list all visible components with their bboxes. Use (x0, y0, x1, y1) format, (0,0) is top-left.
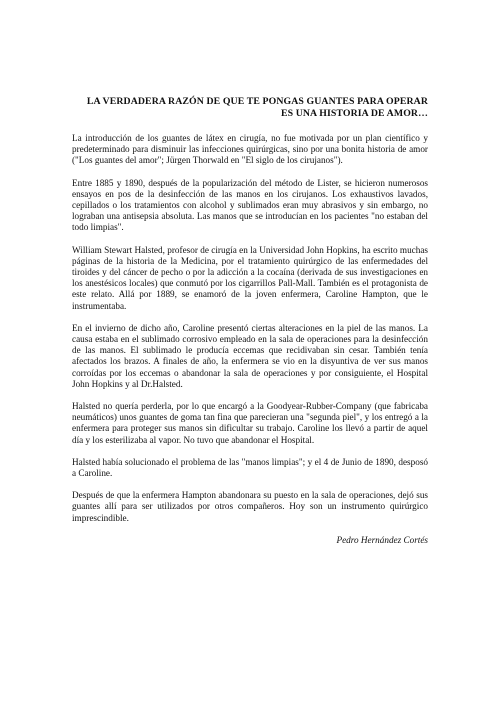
paragraph-caroline: En el invierno de dicho año, Caroline presentó ciertas alteraciones en la piel de las manos. La causa estaba en el sublimado corrosivo empleado en la sala de operaciones para la desinfección de las manos. El sublimado le producía eccemas que recidivaban sin cesar. También tenía afectados los brazos. A finales de año, la enfermera se vio en la disyuntiva de ver sus manos corroídas por los eccemas o abandonar la sala de operaciones y por consiguiente, el Hospital John Hopkins y al Dr.Halsted. (72, 322, 428, 389)
paragraph-intro: La introducción de los guantes de látex en cirugía, no fue motivada por un plan científico y predeterminado para disminuir las infecciones quirúrgicas, sino por una bonita historia de amor ("Los guantes del amor"; Jürgen Thorwald en "El siglo de los cirujanos"). (72, 133, 428, 166)
document-page (72, 96, 428, 546)
paragraph-legacy: Después de que la enfermera Hampton abandonara su puesto en la sala de operaciones, dejó sus guantes allí para ser utilizados por otros compañeros. Hoy son un instrumento quirúrgico imprescindible. (72, 490, 428, 523)
title-line-2: ES UNA HISTORIA DE AMOR… (280, 108, 428, 119)
paragraph-halsted: William Stewart Halsted, profesor de cirugía en la Universidad John Hopkins, ha escrito muchas páginas de la historia de la Medicina, por el tratamiento quirúrgico de las enfermedades del tiroides y del cáncer de pecho o por la adicción a la cocaína (derivada de sus investigaciones en los anestésicos locales) que conmutó por los cigarrillos Pall-Mall. También es el protagonista de este relato. Allá por 1889, se enamoró de la joven enfermera, Caroline Hampton, que le instrumentaba. (72, 244, 428, 311)
document-title (72, 96, 428, 120)
title-line-1: LA VERDADERA RAZÓN DE QUE TE PONGAS GUANTES PARA OPERAR (86, 96, 428, 107)
author-signature: Pedro Hernández Cortés (336, 534, 428, 545)
paragraph-wedding: Halsted había solucionado el problema de las "manos limpias"; y el 4 de Junio de 1890, desposó a Caroline. (72, 456, 428, 479)
paragraph-gloves: Halsted no quería perderla, por lo que encargó a la Goodyear-Rubber-Company (que fabricaba neumáticos) unos guantes de goma tan finа que parecieran una "segunda piel", y los entregó a la enfermera para proteger sus manos sin dificultar su trabajo. Caroline los llevó a partir de aquel día y los esterilizaba al vapor. No tuvo que abandonar el Hospital. (72, 401, 428, 445)
paragraph-lister: Entre 1885 y 1890, después de la popularización del método de Lister, se hicieron numerosos ensayos en pos de la desinfección de las manos en los cirujanos. Los exhaustivos lavados, cepillados o los tratamientos con alcohol y sublimados eran muy abrasivos y sin embargo, no lograban una antisepsia absoluta. Las manos que se introducían en los pacientes "no estaban del todo limpias". (72, 177, 428, 233)
